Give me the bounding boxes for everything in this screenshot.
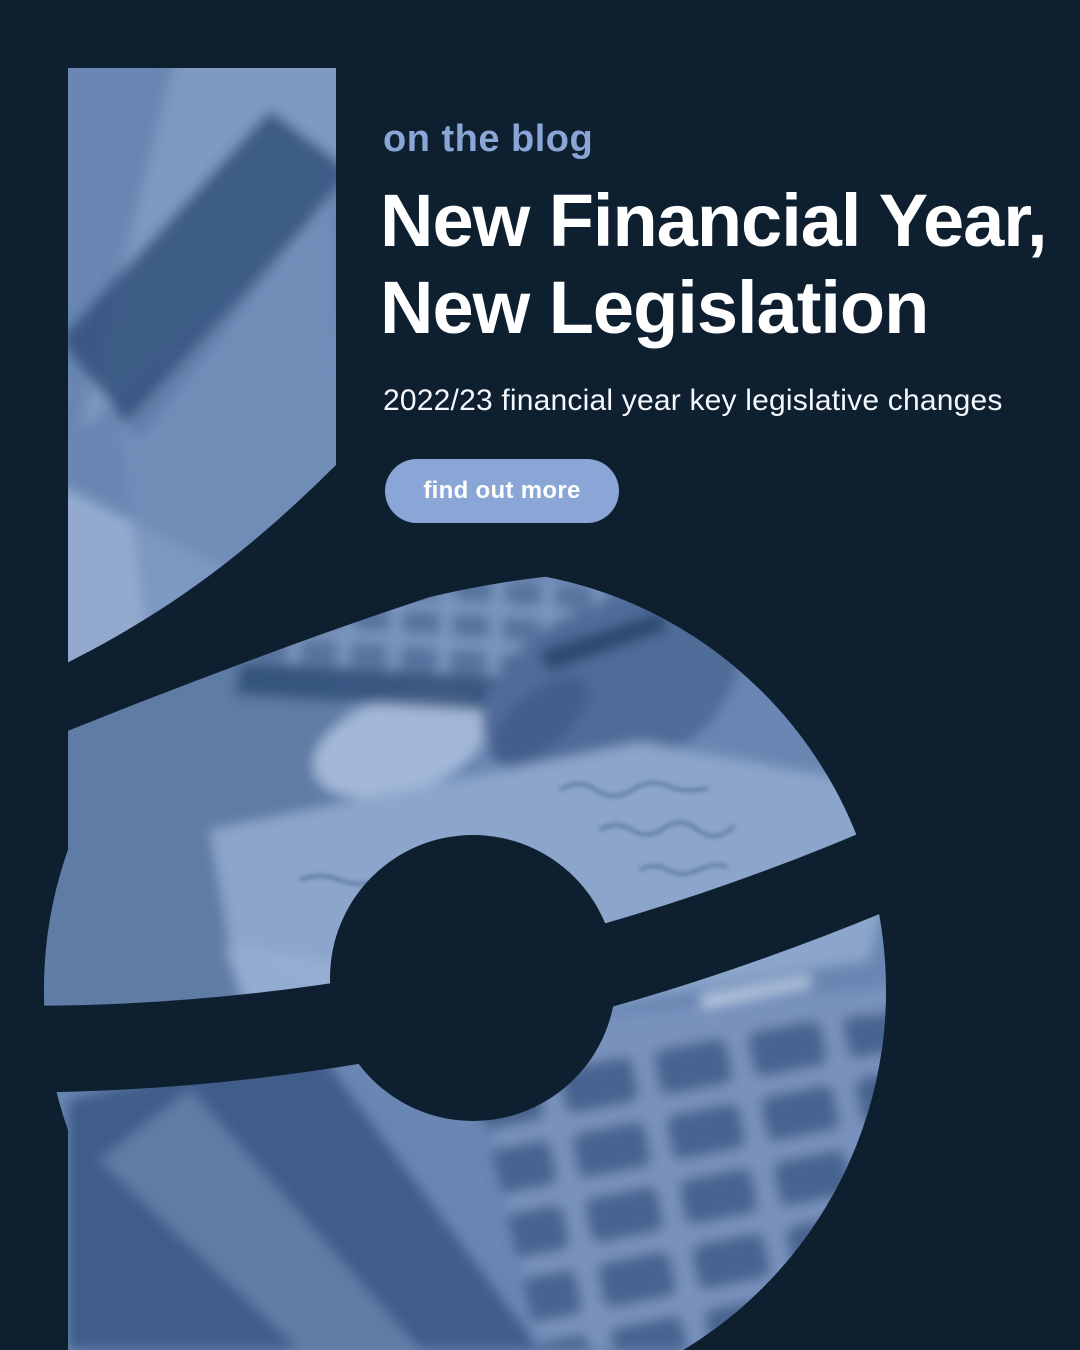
eyebrow-label: on the blog bbox=[383, 118, 594, 160]
find-out-more-label: find out more bbox=[423, 477, 581, 504]
subtitle: 2022/23 financial year key legislative changes bbox=[383, 384, 1003, 417]
title-line-2: New Legislation bbox=[380, 265, 929, 349]
find-out-more-button[interactable] bbox=[385, 459, 619, 523]
logo-center-disc bbox=[330, 835, 616, 1121]
page-title bbox=[380, 178, 1047, 351]
title-line-1: New Financial Year, bbox=[380, 179, 1047, 262]
